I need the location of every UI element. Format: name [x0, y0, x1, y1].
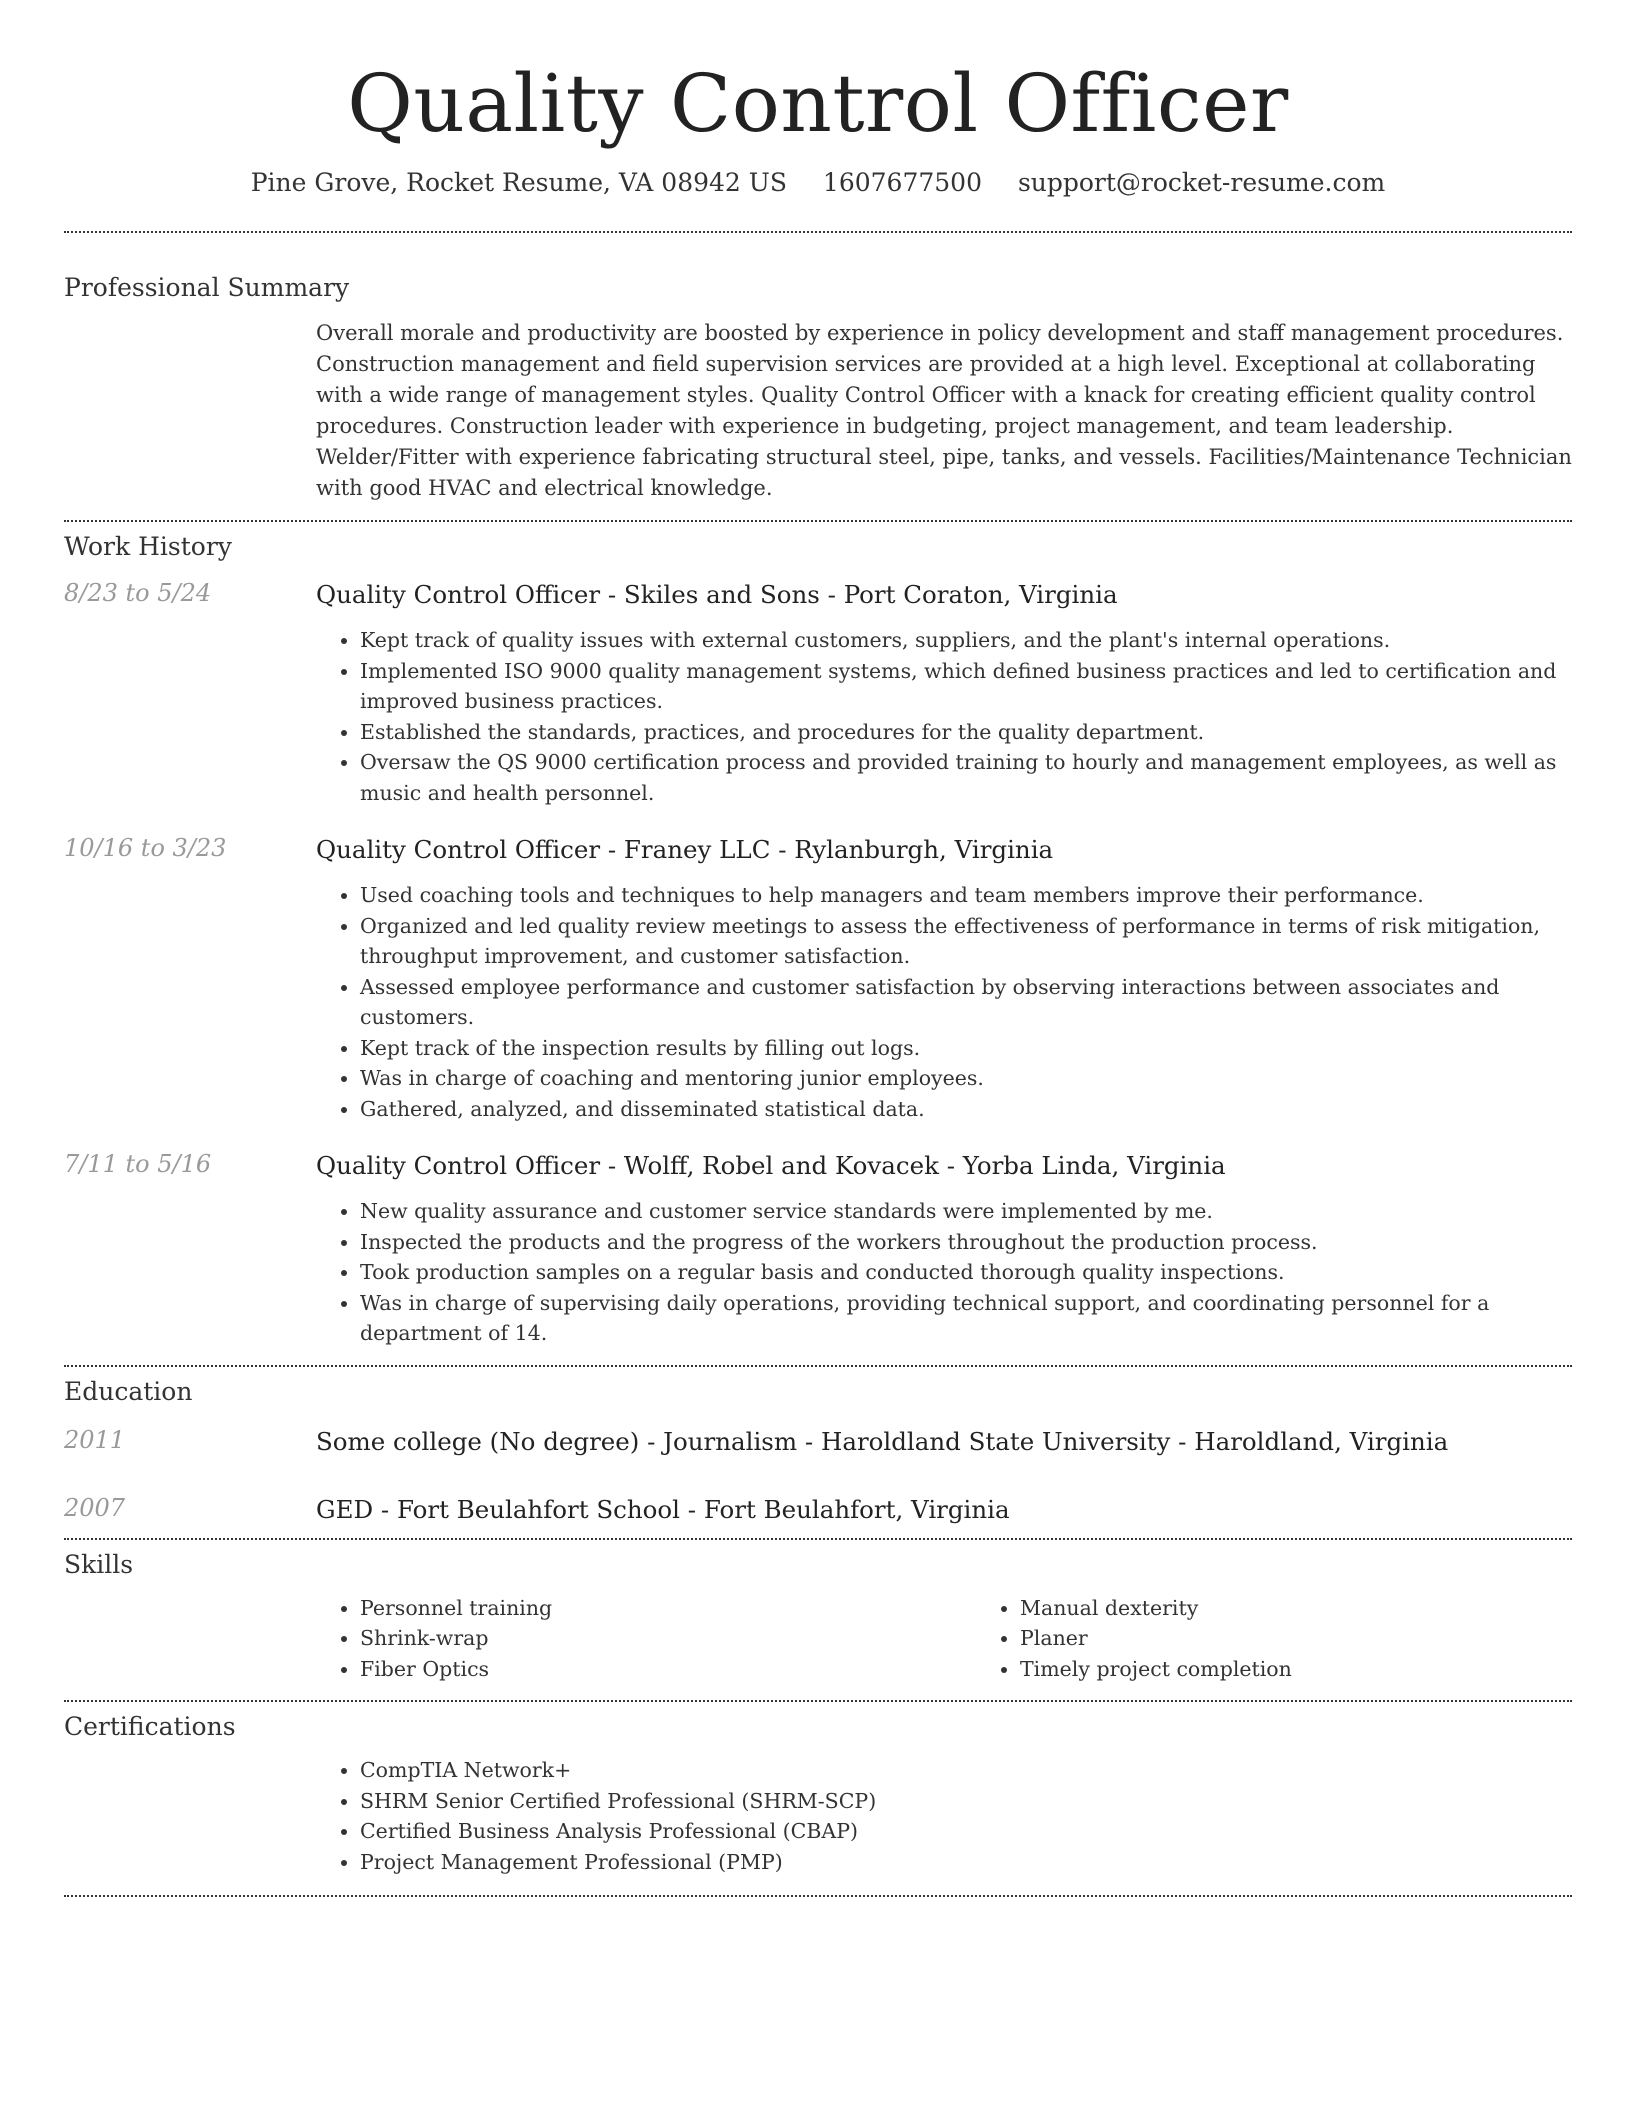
job-bullet: • New quality assurance and customer service standards were implemented by me.	[360, 1196, 1572, 1227]
summary-section	[64, 273, 1572, 504]
skill-item: • Manual dexterity	[1020, 1593, 1572, 1624]
job-bullets	[316, 880, 1572, 1124]
job-entry	[64, 579, 1572, 808]
section-divider	[64, 1895, 1572, 1897]
skill-item: • Fiber Optics	[360, 1654, 976, 1685]
job-heading: Quality Control Officer - Skiles and Sons - Port Coraton, Virginia	[316, 580, 1118, 609]
work-history-section	[64, 532, 1572, 1349]
skills-section-title: Skills	[64, 1549, 134, 1579]
job-bullets	[316, 1196, 1572, 1349]
job-heading: Quality Control Officer - Wolff, Robel and Kovacek - Yorba Linda, Virginia	[316, 1151, 1226, 1180]
skills-grid	[316, 1593, 1572, 1685]
education-details: GED - Fort Beulahfort School - Fort Beulahfort, Virginia	[316, 1494, 1010, 1524]
certification-item: • Certified Business Analysis Professional (CBAP)	[360, 1816, 1572, 1847]
education-entry	[64, 1426, 1572, 1458]
job-bullet: • Was in charge of supervising daily operations, providing technical support, and coordinating personnel for a department of 14.	[360, 1288, 1572, 1349]
resume-page	[64, 0, 1572, 1897]
section-divider	[64, 1538, 1572, 1540]
section-divider	[64, 1700, 1572, 1702]
job-bullet: • Oversaw the QS 9000 certification process and provided training to hourly and management employees, as well as music and health personnel.	[360, 747, 1572, 808]
education-section-title: Education	[64, 1376, 193, 1406]
certification-item: • CompTIA Network+	[360, 1755, 1572, 1786]
summary-section-title: Professional Summary	[64, 273, 350, 302]
section-divider	[64, 1365, 1572, 1367]
education-details: Some college (No degree) - Journalism - Haroldland State University - Haroldland, Virginia	[316, 1426, 1449, 1456]
job-bullet: • Assessed employee performance and customer satisfaction by observing interactions between associates and customers.	[360, 972, 1572, 1033]
resume-header	[64, 56, 1572, 197]
contact-phone: 1607677500	[822, 168, 982, 197]
certifications-section-title: Certifications	[64, 1712, 236, 1741]
section-divider	[64, 520, 1572, 522]
education-section	[64, 1377, 1572, 1526]
contact-address: Pine Grove, Rocket Resume, VA 08942 US	[250, 168, 787, 197]
job-entry	[64, 1150, 1572, 1349]
section-divider	[64, 231, 1572, 233]
job-bullet: • Kept track of quality issues with external customers, suppliers, and the plant's internal operations.	[360, 625, 1572, 656]
job-bullet: • Organized and led quality review meetings to assess the effectiveness of performance in terms of risk mitigation, throughput improvement, and customer satisfaction.	[360, 911, 1572, 972]
job-bullet: • Used coaching tools and techniques to help managers and team members improve their performance.	[360, 880, 1572, 911]
skills-section	[64, 1550, 1572, 1685]
job-bullet: • Took production samples on a regular basis and conducted thorough quality inspections.	[360, 1257, 1572, 1288]
contact-line	[64, 168, 1572, 197]
job-bullet: • Inspected the products and the progress of the workers throughout the production process.	[360, 1227, 1572, 1258]
job-bullet: • Gathered, analyzed, and disseminated statistical data.	[360, 1094, 1572, 1125]
job-bullet: • Implemented ISO 9000 quality management systems, which defined business practices and led to certification and improved business practices.	[360, 656, 1572, 717]
certifications-list	[316, 1755, 1572, 1877]
job-bullets	[316, 625, 1572, 808]
contact-email: support@rocket-resume.com	[1017, 168, 1386, 197]
certification-item: • Project Management Professional (PMP)	[360, 1847, 1572, 1878]
summary-text: Overall morale and productivity are boosted by experience in policy development and staff management procedures. Construction management and field supervision services are provided at a high level. Exceptional at collaborating with a wide range of management styles. Quality Control Officer with a knack for creating efficient quality control procedures. Construction leader with experience in budgeting, project management, and team leadership. Welder/Fitter with experience fabricating structural steel, pipe, tanks, and vessels. Facilities/Maintenance Technician with good HVAC and electrical knowledge.	[316, 321, 1572, 500]
job-dates: 8/23 to 5/24	[64, 579, 212, 607]
job-entry	[64, 834, 1572, 1124]
skill-item: • Personnel training	[360, 1593, 976, 1624]
job-dates: 7/11 to 5/16	[64, 1150, 212, 1178]
job-bullet: • Was in charge of coaching and mentoring junior employees.	[360, 1063, 1572, 1094]
education-entry	[64, 1494, 1572, 1526]
skill-item: • Timely project completion	[1020, 1654, 1572, 1685]
certification-item: • SHRM Senior Certified Professional (SHRM-SCP)	[360, 1786, 1572, 1817]
skill-item: • Shrink-wrap	[360, 1623, 976, 1654]
skills-list-right	[976, 1593, 1572, 1685]
job-dates: 10/16 to 3/23	[64, 834, 227, 862]
job-heading: Quality Control Officer - Franey LLC - Rylanburgh, Virginia	[316, 835, 1054, 864]
resume-name: Quality Control Officer	[347, 57, 1289, 150]
job-bullet: • Established the standards, practices, and procedures for the quality department.	[360, 717, 1572, 748]
education-year: 2007	[64, 1493, 126, 1522]
work-history-section-title: Work History	[64, 532, 232, 561]
education-year: 2011	[64, 1425, 126, 1454]
skills-list-left	[316, 1593, 976, 1685]
skill-item: • Planer	[1020, 1623, 1572, 1654]
certifications-section	[64, 1712, 1572, 1877]
job-bullet: • Kept track of the inspection results by filling out logs.	[360, 1033, 1572, 1064]
